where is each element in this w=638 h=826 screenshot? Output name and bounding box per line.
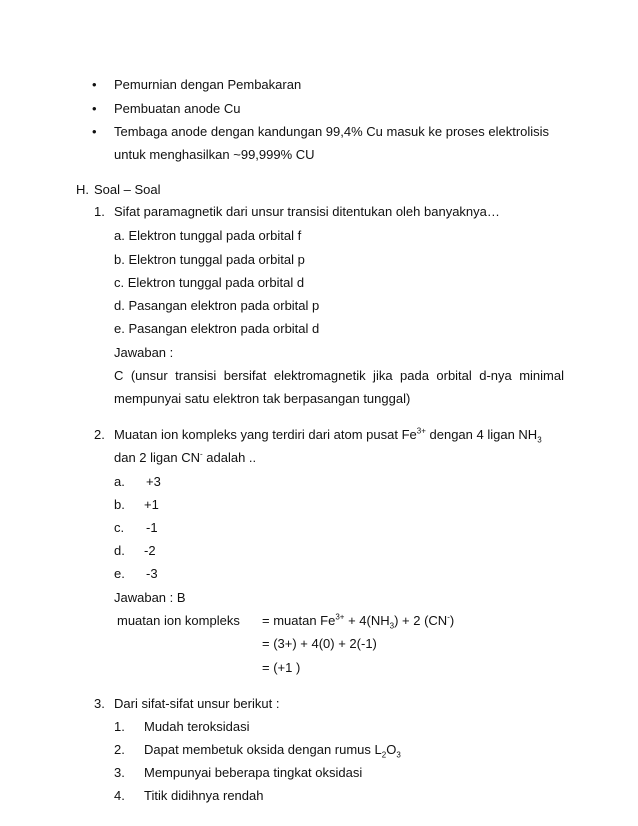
q1-option: b. Elektron tunggal pada orbital p (114, 252, 305, 267)
bullet-mark: • (92, 77, 97, 92)
q3-item: Titik didihnya rendah (144, 788, 264, 803)
q1-number: 1. (94, 204, 105, 219)
q2-option-value: +1 (144, 497, 159, 512)
bullet-mark: • (92, 124, 97, 139)
q3-number: 3. (94, 696, 105, 711)
q3-text: Dari sifat-sifat unsur berikut : (114, 696, 280, 711)
q2-number: 2. (94, 427, 105, 442)
q2-option-value: -2 (144, 543, 156, 558)
bullet-item: Tembaga anode dengan kandungan 99,4% Cu masuk ke proses elektrolisis (114, 124, 550, 139)
q3-item: Mempunyai beberapa tingkat oksidasi (144, 765, 363, 780)
q3-item-number: 3. (114, 765, 125, 780)
q1-option: d. Pasangan elektron pada orbital p (114, 298, 320, 313)
bullet-item-continuation: untuk menghasilkan ~99,999% CU (114, 147, 315, 162)
q2-option-letter: b. (114, 497, 125, 512)
q2-calc-line2: = (3+) + 4(0) + 2(-1) (262, 636, 377, 651)
q2-text-line1: Muatan ion kompleks yang terdiri dari atom pusat $Fe^{3+}$ dengan 4 ligan $NH_3$ (114, 426, 542, 445)
q2-answer-label: Jawaban : B (114, 590, 186, 605)
q2-option-letter: d. (114, 543, 125, 558)
bullet-item: Pembuatan anode Cu (114, 101, 241, 116)
q3-item: Mudah teroksidasi (144, 719, 250, 734)
section-letter: H. (76, 182, 89, 197)
q3-item: Dapat membetuk oksida dengan rumus $L_2O_3$ (144, 742, 401, 760)
q3-item-number: 4. (114, 788, 125, 803)
q2-option-letter: a. (114, 474, 125, 489)
q3-item-number: 2. (114, 742, 125, 757)
q1-answer-line: C (unsur transisi bersifat elektromagnetik jika pada orbital d-nya minimal (114, 368, 564, 383)
q2-option-letter: c. (114, 520, 125, 535)
q1-answer-line: mempunyai satu elektron tak berpasangan tunggal) (114, 391, 411, 406)
q2-option-value: -3 (146, 566, 158, 581)
q2-calc-line1: = muatan $Fe^{3+} + 4(NH_3) + 2$ (CN-) (262, 612, 455, 631)
section-title: Soal – Soal (94, 182, 161, 197)
bullet-item: Pemurnian dengan Pembakaran (114, 77, 302, 92)
q1-text: Sifat paramagnetik dari unsur transisi ditentukan oleh banyaknya… (114, 204, 500, 219)
q2-option-value: +3 (146, 474, 161, 489)
q2-option-letter: e. (114, 566, 125, 581)
q2-option-value: -1 (146, 520, 158, 535)
q1-option: c. Elektron tunggal pada orbital d (114, 275, 305, 290)
q2-text-line2: dan 2 ligan CN- adalah .. (114, 449, 257, 465)
bullet-mark: • (92, 101, 97, 116)
q3-item-number: 1. (114, 719, 125, 734)
q1-answer-label: Jawaban : (114, 345, 174, 360)
q1-option: e. Pasangan elektron pada orbital d (114, 321, 320, 336)
q2-calc-label: muatan ion kompleks (117, 613, 240, 628)
q2-calc-line3: = (+1 ) (262, 660, 301, 675)
q1-option: a. Elektron tunggal pada orbital f (114, 228, 302, 243)
